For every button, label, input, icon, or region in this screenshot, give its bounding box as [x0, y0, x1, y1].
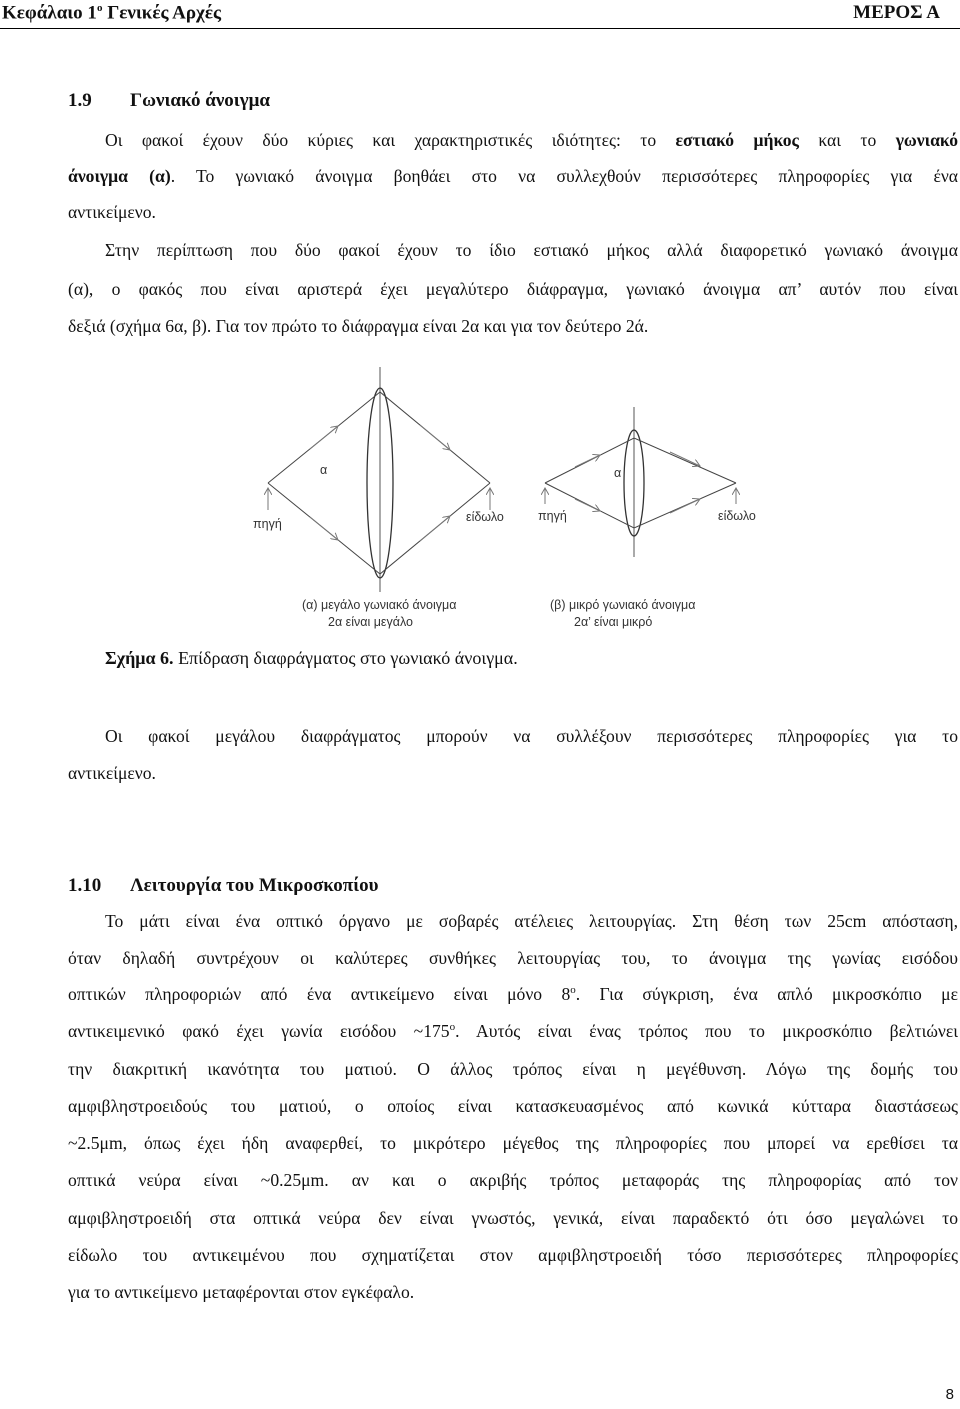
page-number: 8	[945, 1386, 954, 1403]
paragraph-line: για το αντικείμενο μεταφέρονται στον εγκέφαλο.	[68, 1282, 415, 1302]
paragraph-line: (α), ο φακός που είναι αριστερά έχει μεγαλύτερο διάφραγμα, γωνιακό άνοιγμα απ’ αυτόν που είναι	[68, 279, 958, 299]
paragraph-line: Οι φακοί έχουν δύο κύριες και χαρακτηριστικές ιδιότητες: το εστιακό μήκος και το γωνιακό	[105, 130, 958, 150]
paragraph-line: Οι φακοί μεγάλου διαφράγματος μπορούν να συλλέξουν περισσότερες πληροφορίες για το	[105, 726, 958, 746]
small-aperture-lens-diagram	[538, 407, 756, 629]
paragraph-line: Το μάτι είναι ένα οπτικό όργανο με σοβαρές ατέλειες λειτουργίας. Στη θέση των 25cm απόσταση,	[105, 911, 958, 931]
paragraph-line: αντικείμενο.	[68, 202, 156, 222]
paragraph-line: Στην περίπτωση που δύο φακοί έχουν το ίδιο εστιακό μήκος αλλά διαφορετικό γωνιακό άνοιγμα	[105, 240, 958, 260]
paragraph-line: δεξιά (σχήμα 6α, β). Για τον πρώτο το διάφραγμα είναι 2α και για τον δεύτερο 2ά.	[68, 316, 649, 336]
large-aperture-lens-diagram	[253, 367, 504, 629]
section-heading-1-9: 1.9 Γωνιακό άνοιγμα	[68, 90, 270, 111]
ray-upper-left	[268, 392, 490, 483]
caption-b-line1: (β) μικρό γωνιακό άνοιγμα	[550, 598, 696, 612]
alpha-label-right: α	[614, 466, 622, 480]
source-label-right: πηγή	[538, 509, 567, 523]
section-heading-1-10: 1.10 Λειτουργία του Μικροσκοπίου	[68, 875, 379, 896]
ray-lower-left	[268, 483, 490, 574]
chapter-title: Κεφάλαιο $1^o$ Γενικές Αρχές	[2, 2, 221, 24]
paragraph-line: όταν δηλαδή συντρέχουν οι καλύτερες συνθήκες λειτουργίας του, το άνοιγμα της γωνίας εισόδου	[68, 948, 958, 968]
part-label: ΜΕΡΟΣ Α	[853, 2, 940, 23]
source-label-left: πηγή	[253, 517, 282, 531]
paragraph-line: την διακριτική ικανότητα του ματιού. Ο άλλος τρόπος είναι η μεγέθυνση. Λόγω της δομής του	[68, 1059, 958, 1079]
caption-a-line1: (α) μεγάλο γωνιακό άνοιγμα	[302, 598, 457, 612]
aperture-diagram	[0, 362, 960, 662]
paragraph-line: αντικείμενο.	[68, 763, 156, 783]
paragraph-line: οπτικών πληροφοριών από ένα αντικείμενο είναι μόνο $8^o$. Για σύγκριση, ένα απλό μικροσκόπιο με	[68, 984, 958, 1004]
figure-caption: Σχήμα 6. Επίδραση διαφράγματος στο γωνιακό άνοιγμα.	[105, 648, 518, 668]
paragraph-line: αμφιβληστροειδή στα οπτικά νεύρα δεν είναι γνωστός, γενικά, είναι παραδεκτό ότι όσο μεγαλώνει το	[68, 1208, 958, 1228]
alpha-label-left: α	[320, 463, 328, 477]
page-header	[0, 0, 960, 29]
paragraph-line: άνοιγμα (α). Το γωνιακό άνοιγμα βοηθάει στο να συλλεχθούν περισσότερες πληροφορίες για ένα	[68, 166, 959, 186]
paragraph-line: αντικειμενικό φακό έχει γωνία εισόδου $\sim 175^o$. Αυτός είναι ένας τρόπος που το μικροσκόπιο βελτιώνει	[68, 1021, 958, 1041]
caption-b-line2: 2α’ είναι μικρό	[574, 615, 653, 629]
image-label-right: είδωλο	[718, 509, 756, 523]
paragraph-line: είδωλο του αντικειμένου που σχηματίζεται στον αμφιβληστροειδή τόσο περισσότερες πληροφορίες	[68, 1245, 958, 1265]
image-label-left: είδωλο	[466, 510, 504, 524]
paragraph-line: αμφιβληστροειδούς του ματιού, ο οποίος είναι κατασκευασμένος από κωνικά κύτταρα διαστάσεως	[68, 1096, 958, 1116]
paragraph-line: ~2.5μm, όπως έχει ήδη αναφερθεί, το μικρότερο μέγεθος της πληροφορίες που μπορεί να ερεθίσει τα	[68, 1133, 958, 1153]
paragraph-line: οπτικά νεύρα είναι ~0.25μm. αν και ο ακριβής τρόπος μεταφοράς της πληροφορίας από τον	[68, 1170, 958, 1190]
caption-a-line2: 2α είναι μεγάλο	[328, 615, 413, 629]
